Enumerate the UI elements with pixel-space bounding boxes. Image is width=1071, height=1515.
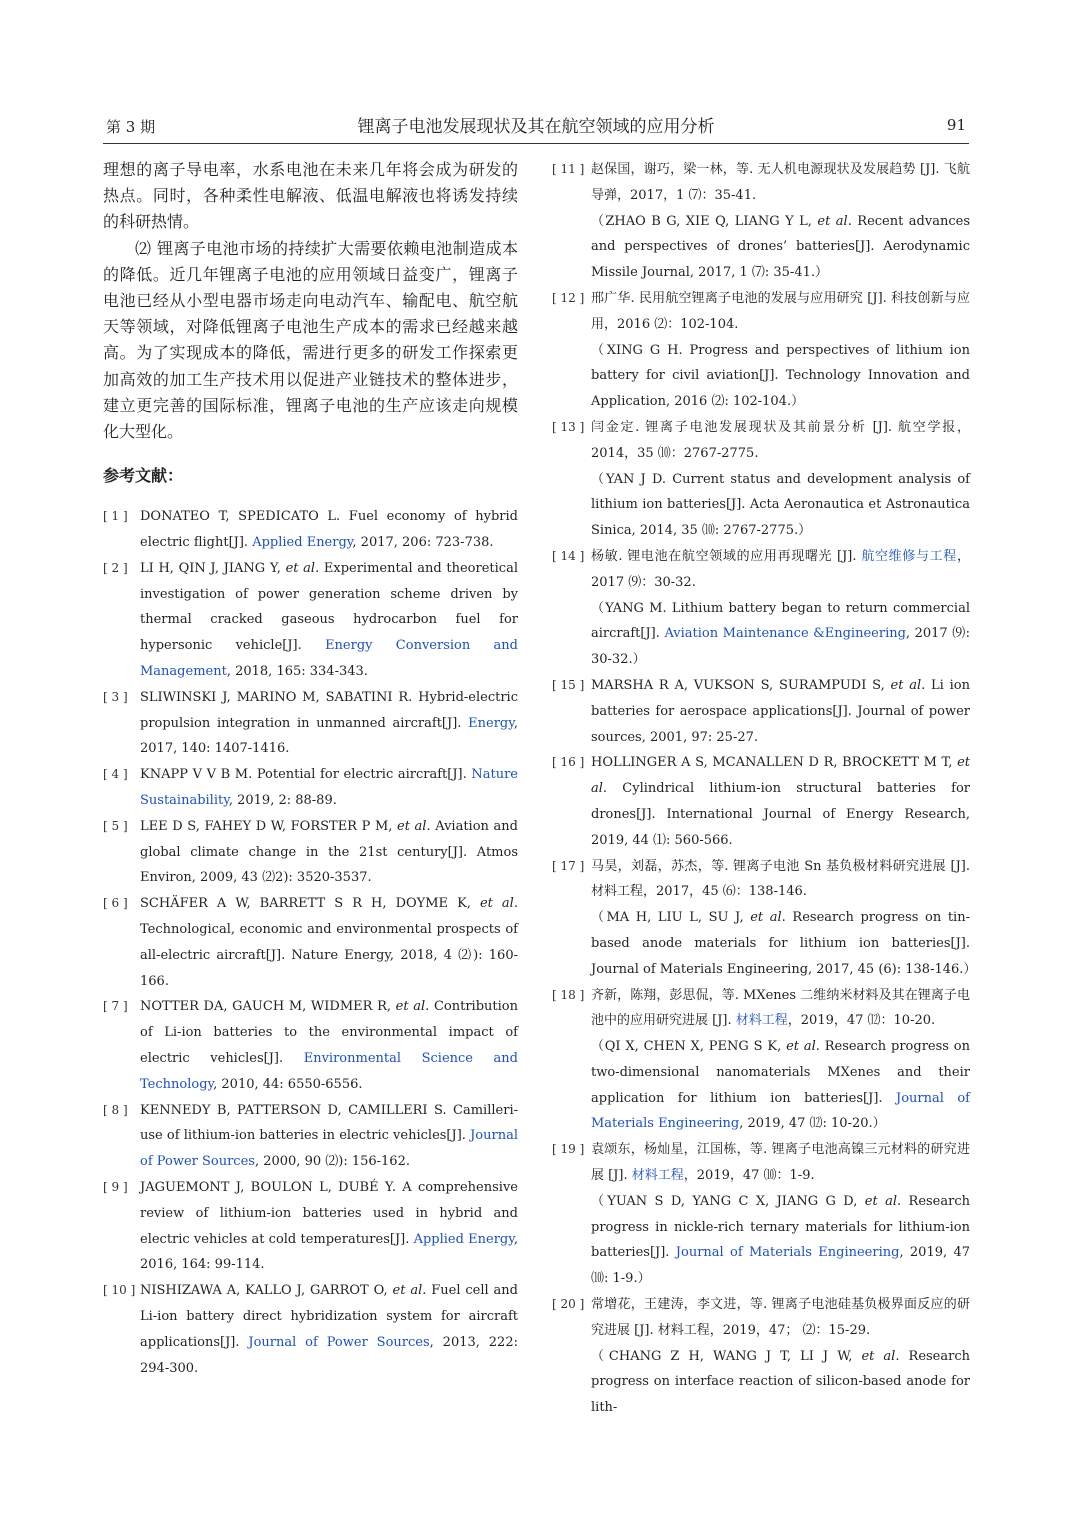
journal-link[interactable]: Journal of Materials Engineering xyxy=(675,1245,900,1261)
journal-link[interactable]: Energy Conversion and Management xyxy=(140,638,518,680)
journal-link[interactable]: Journal of Power Sources xyxy=(140,1128,518,1170)
reference-item: [ 20 ] 常增花，王建涛，李文进，等. 锂离子电池硅基负极界面反应的研究进展 [J]. 材料工程，2019，47； ⑵：15-29. （CHANG Z H, WANG J T, LI J W, et al. Research progress on interface reaction of silicon-based anode for lith- xyxy=(552,1297,970,1416)
reference-item: [ 11 ] 赵保国，谢巧，梁一林，等. 无人机电源现状及发展趋势 [J]. 飞航导弹，2017，1 ⑺：35-41. （ZHAO B G, XIE Q, LIANG Y L, et al. Recent advances and perspectives of drones’ batteries[J]. Aerodynamic Missile Journal, 2017, 1 ⑺: 35-41.） xyxy=(552,162,970,281)
page-number: 91 xyxy=(946,116,966,134)
journal-link[interactable]: Aviation Maintenance &Engineering xyxy=(664,626,906,642)
reference-item: [ 7 ] NOTTER DA, GAUCH M, WIDMER R, et al. Contribution of Li-ion batteries to the environmental impact of electric vehicles[J]. Environmental Science and Technology, 2010, 44: 6550-6556. xyxy=(103,999,518,1092)
journal-link[interactable]: Journal of Power Sources xyxy=(248,1334,430,1350)
journal-link[interactable]: 材料工程 xyxy=(735,1013,788,1029)
body-paragraph-1: 理想的离子导电率，水系电池在未来几年将会成为研发的热点。同时，各种柔性电解液、低温电解液也将诱发持续的科研热情。 xyxy=(103,160,518,232)
reference-item: [ 4 ] KNAPP V V B M. Potential for electric aircraft[J]. Nature Sustainability, 2019, 2: 88-89. xyxy=(103,767,518,808)
reference-item: [ 2 ] LI H, QIN J, JIANG Y, et al. Experimental and theoretical investigation of power generation scheme driven by thermal cracked gaseous hydrocarbon fuel for hypersonic vehicle[J]. Energy Conversion and Management, 2018, 165: 334-343. xyxy=(103,560,518,680)
reference-item: [ 15 ] MARSHA R A, VUKSON S, SURAMPUDI S, et al. Li ion batteries for aerospace applications[J]. Journal of power sources, 2001, 97: 25-27. xyxy=(552,677,970,745)
reference-item: [ 16 ] HOLLINGER A S, MCANALLEN D R, BROCKETT M T, et al. Cylindrical lithium-ion structural batteries for drones[J]. International Journal of Energy Research, 2019, 44 ⑴: 560-566. xyxy=(552,755,970,848)
issue-label: 第 3 期 xyxy=(106,118,156,136)
journal-link[interactable]: Journal of Materials Engineering xyxy=(591,1090,970,1132)
journal-link[interactable]: Environmental Science and Technology xyxy=(140,1050,518,1092)
reference-item: [ 14 ] 杨敏. 锂电池在航空领域的应用再现曙光 [J]. 航空维修与工程，2017 ⑼：30-32. （YANG M. Lithium battery began to return commercial aircraft[J]. Aviation Maintenance &Engineering, 2017 ⑼: 30-32.） xyxy=(552,548,970,668)
body-paragraph-2: ⑵ 锂离子电池市场的持续扩大需要依赖电池制造成本的降低。近几年锂离子电池的应用领域日益变广，锂离子电池已经从小型电器市场走向电动汽车、输配电、航空航天等领域，对降低锂离子电池生产成本的需求已经越来越高。为了实现成本的降低，需进行更多的研发工作探索更加高效的加工生产技术用以促进产业链技术的整体进步，建立更完善的国际标准，锂离子电池的生产应该走向规模化大型化。 xyxy=(103,238,518,442)
reference-item: [ 10 ] NISHIZAWA A, KALLO J, GARROT O, et al. Fuel cell and Li-ion battery direct hybridization system for aircraft applications[J]. Journal of Power Sources, 2013, 222: 294-300. xyxy=(103,1283,519,1376)
reference-item: [ 18 ] 齐新，陈翔，彭思侃，等. MXenes 二维纳米材料及其在锂离子电池中的应用研究进展 [J]. 材料工程，2019，47 ⑿：10-20. （QI X, CHEN X, PENG S K, et al. Research progress on two-dimensional nanomaterials MXenes and their application for lithium ion batteries[J]. Journal of Materials Engineering, 2019, 47 ⑿: 10-20.） xyxy=(552,987,970,1132)
reference-item: [ 17 ] 马昊，刘磊，苏杰，等. 锂离子电池 Sn 基负极材料研究进展 [J]. 材料工程，2017，45 ⑹：138-146. （MA H, LIU L, SU J, et al. Research progress on tin-based anode materials for lithium ion batteries[J]. Journal of Materials Engineering, 2017, 45 (6): 138-146.） xyxy=(552,858,977,977)
right-column xyxy=(552,157,977,1421)
reference-item: [ 12 ] 邢广华. 民用航空锂离子电池的发展与应用研究 [J]. 科技创新与应用，2016 ⑵：102-104. （XING G H. Progress and perspectives of lithium ion battery for civil aviation[J]. Technology Innovation and Application, 2016 ⑵: 102-104.） xyxy=(552,290,970,410)
reference-item: [ 1 ] DONATEO T, SPEDICATO L. Fuel economy of hybrid electric flight[J]. Applied Energy, 2017, 206: 723-738. xyxy=(103,509,518,551)
references-heading: 参考文献： xyxy=(103,466,184,486)
reference-item: [ 13 ] 闫金定. 锂离子电池发展现状及其前景分析 [J]. 航空学报，2014，35 ⑽：2767-2775. （YAN J D. Current status and development analysis of lithium ion batteries[J]. Acta Aeronautica et Astronautica Sinica, 2014, 35 ⑽: 2767-2775.） xyxy=(552,419,970,539)
running-header xyxy=(106,112,966,142)
journal-link[interactable]: 航空维修与工程 xyxy=(861,548,957,564)
reference-item: [ 5 ] LEE D S, FAHEY D W, FORSTER P M, et al. Aviation and global climate change in the 21st century[J]. Atmos Environ, 2009, 43 ⑵2): 3520-3537. xyxy=(103,818,518,886)
journal-link[interactable]: Applied Energy xyxy=(252,535,353,551)
journal-link[interactable]: 材料工程 xyxy=(631,1168,684,1184)
reference-item: [ 9 ] JAGUEMONT J, BOULON L, DUBÉ Y. A comprehensive review of lithium-ion batteries used in hybrid and electric vehicles at cold temperatures[J]. Applied Energy, 2016, 164: 99-114. xyxy=(103,1179,518,1273)
reference-item: [ 3 ] SLIWINSKI J, MARINO M, SABATINI R. Hybrid-electric propulsion integration in unmanned aircraft[J]. Energy, 2017, 140: 1407-1416. xyxy=(103,689,518,757)
header-rule xyxy=(103,143,969,144)
reference-item: [ 8 ] KENNEDY B, PATTERSON D, CAMILLERI S. Camilleri-use of lithium-ion batteries in electric vehicles[J]. Journal of Power Sources, 2000, 90 ⑵): 156-162. xyxy=(103,1102,518,1170)
reference-item: [ 6 ] SCHÄFER A W, BARRETT S R H, DOYME K, et al. Technological, economic and environmental prospects of all-electric aircraft[J]. Nature Energy, 2018, 4 ⑵): 160-166. xyxy=(103,896,518,989)
reference-item: [ 19 ] 袁颂东，杨灿星，江国栋，等. 锂离子电池高镍三元材料的研究进展 [J]. 材料工程，2019，47 ⑽：1-9. （YUAN S D, YANG C X, JIANG G D, et al. Research progress in nickle-rich ternary materials for lithium-ion batteries[J]. Journal of Materials Engineering, 2019, 47 ⑽: 1-9.） xyxy=(552,1142,970,1287)
running-title: 锂离子电池发展现状及其在航空领域的应用分析 xyxy=(357,117,715,137)
left-column xyxy=(103,157,518,1381)
journal-link[interactable]: Nature Sustainability xyxy=(140,767,518,808)
journal-link[interactable]: Applied Energy xyxy=(413,1231,514,1247)
journal-link[interactable]: Energy xyxy=(468,715,514,731)
